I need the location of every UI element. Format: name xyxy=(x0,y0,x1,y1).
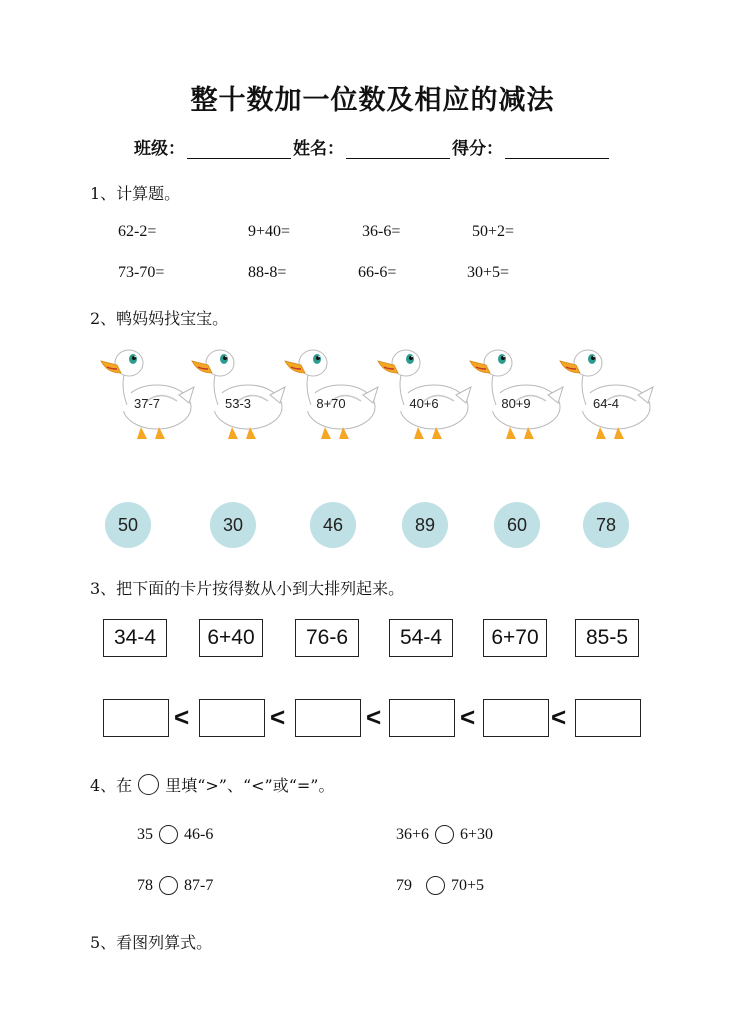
q4-heading xyxy=(90,773,335,796)
compare-circle[interactable] xyxy=(426,876,445,895)
q4-heading-end: 里填“>”、“<”或“=”。 xyxy=(165,776,335,795)
duck-card xyxy=(374,345,474,445)
q1-expr: 73-70= xyxy=(118,264,165,281)
name-label: 姓名： xyxy=(293,139,344,159)
order-blank[interactable] xyxy=(483,699,549,737)
compare-circle[interactable] xyxy=(435,825,454,844)
expression-card[interactable]: 85-5 xyxy=(575,619,639,657)
less-than-sign: < xyxy=(270,702,286,732)
duck-expression: 80+9 xyxy=(501,396,531,411)
compare-item xyxy=(137,825,213,844)
duck-icon xyxy=(374,345,474,445)
q2-heading: 2、鸭妈妈找宝宝。 xyxy=(90,309,229,328)
score-blank[interactable] xyxy=(505,138,609,159)
page-title: 整十数加一位数及相应的减法 xyxy=(190,85,555,116)
class-blank[interactable] xyxy=(187,138,291,159)
expression-card[interactable]: 54-4 xyxy=(389,619,453,657)
answer-circle[interactable]: 89 xyxy=(402,502,448,548)
q1-heading: 1、计算题。 xyxy=(90,184,181,203)
class-label: 班级： xyxy=(134,139,185,159)
duck-card xyxy=(556,345,656,445)
expression-card[interactable]: 6+40 xyxy=(199,619,263,657)
compare-left: 35 xyxy=(137,825,153,843)
duck-icon xyxy=(556,345,656,445)
less-than-sign: < xyxy=(366,702,382,732)
expression-card[interactable]: 6+70 xyxy=(483,619,547,657)
duck-card xyxy=(188,345,288,445)
duck-icon xyxy=(466,345,566,445)
duck-card xyxy=(466,345,566,445)
order-blank[interactable] xyxy=(575,699,641,737)
expression-card[interactable]: 76-6 xyxy=(295,619,359,657)
q1-expr: 50+2= xyxy=(472,223,515,240)
answer-circle[interactable]: 60 xyxy=(494,502,540,548)
duck-icon xyxy=(281,345,381,445)
duck-expression: 40+6 xyxy=(409,396,439,411)
compare-item xyxy=(137,876,213,895)
circle-icon xyxy=(138,774,159,795)
compare-item xyxy=(396,825,493,844)
duck-card xyxy=(97,345,197,445)
compare-left: 79 xyxy=(396,876,412,894)
answer-circle[interactable]: 30 xyxy=(210,502,256,548)
q1-expr: 30+5= xyxy=(467,264,510,281)
duck-expression: 37-7 xyxy=(133,396,161,411)
less-than-sign: < xyxy=(551,702,567,732)
duck-expression: 64-4 xyxy=(592,396,620,411)
answer-circle[interactable]: 78 xyxy=(583,502,629,548)
score-label: 得分： xyxy=(452,139,503,159)
q1-expr: 66-6= xyxy=(358,264,397,281)
compare-right: 70+5 xyxy=(451,876,485,894)
duck-icon xyxy=(97,345,197,445)
less-than-sign: < xyxy=(460,702,476,732)
compare-circle[interactable] xyxy=(159,825,178,844)
duck-expression: 53-3 xyxy=(224,396,252,411)
compare-right: 6+30 xyxy=(460,825,494,843)
q1-expr: 62-2= xyxy=(118,223,157,240)
order-blank[interactable] xyxy=(295,699,361,737)
duck-expression: 8+70 xyxy=(316,396,346,411)
order-blank[interactable] xyxy=(199,699,265,737)
compare-item xyxy=(396,876,484,895)
compare-circle[interactable] xyxy=(159,876,178,895)
answer-circle[interactable]: 46 xyxy=(310,502,356,548)
q1-expr: 88-8= xyxy=(248,264,287,281)
expression-card[interactable]: 34-4 xyxy=(103,619,167,657)
q3-heading: 3、把下面的卡片按得数从小到大排列起来。 xyxy=(90,579,405,598)
student-info xyxy=(0,134,745,159)
q5-heading: 5、看图列算式。 xyxy=(90,933,213,952)
order-blank[interactable] xyxy=(389,699,455,737)
compare-right: 46-6 xyxy=(184,825,214,843)
duck-card xyxy=(281,345,381,445)
answer-circle[interactable]: 50 xyxy=(105,502,151,548)
q4-heading-start: 4、在 xyxy=(90,776,133,795)
compare-left: 78 xyxy=(137,876,153,894)
name-blank[interactable] xyxy=(346,138,450,159)
q1-expr: 36-6= xyxy=(362,223,401,240)
compare-left: 36+6 xyxy=(396,825,430,843)
order-blank[interactable] xyxy=(103,699,169,737)
compare-right: 87-7 xyxy=(184,876,214,894)
duck-icon xyxy=(188,345,288,445)
q1-expr: 9+40= xyxy=(248,223,291,240)
less-than-sign: < xyxy=(174,702,190,732)
